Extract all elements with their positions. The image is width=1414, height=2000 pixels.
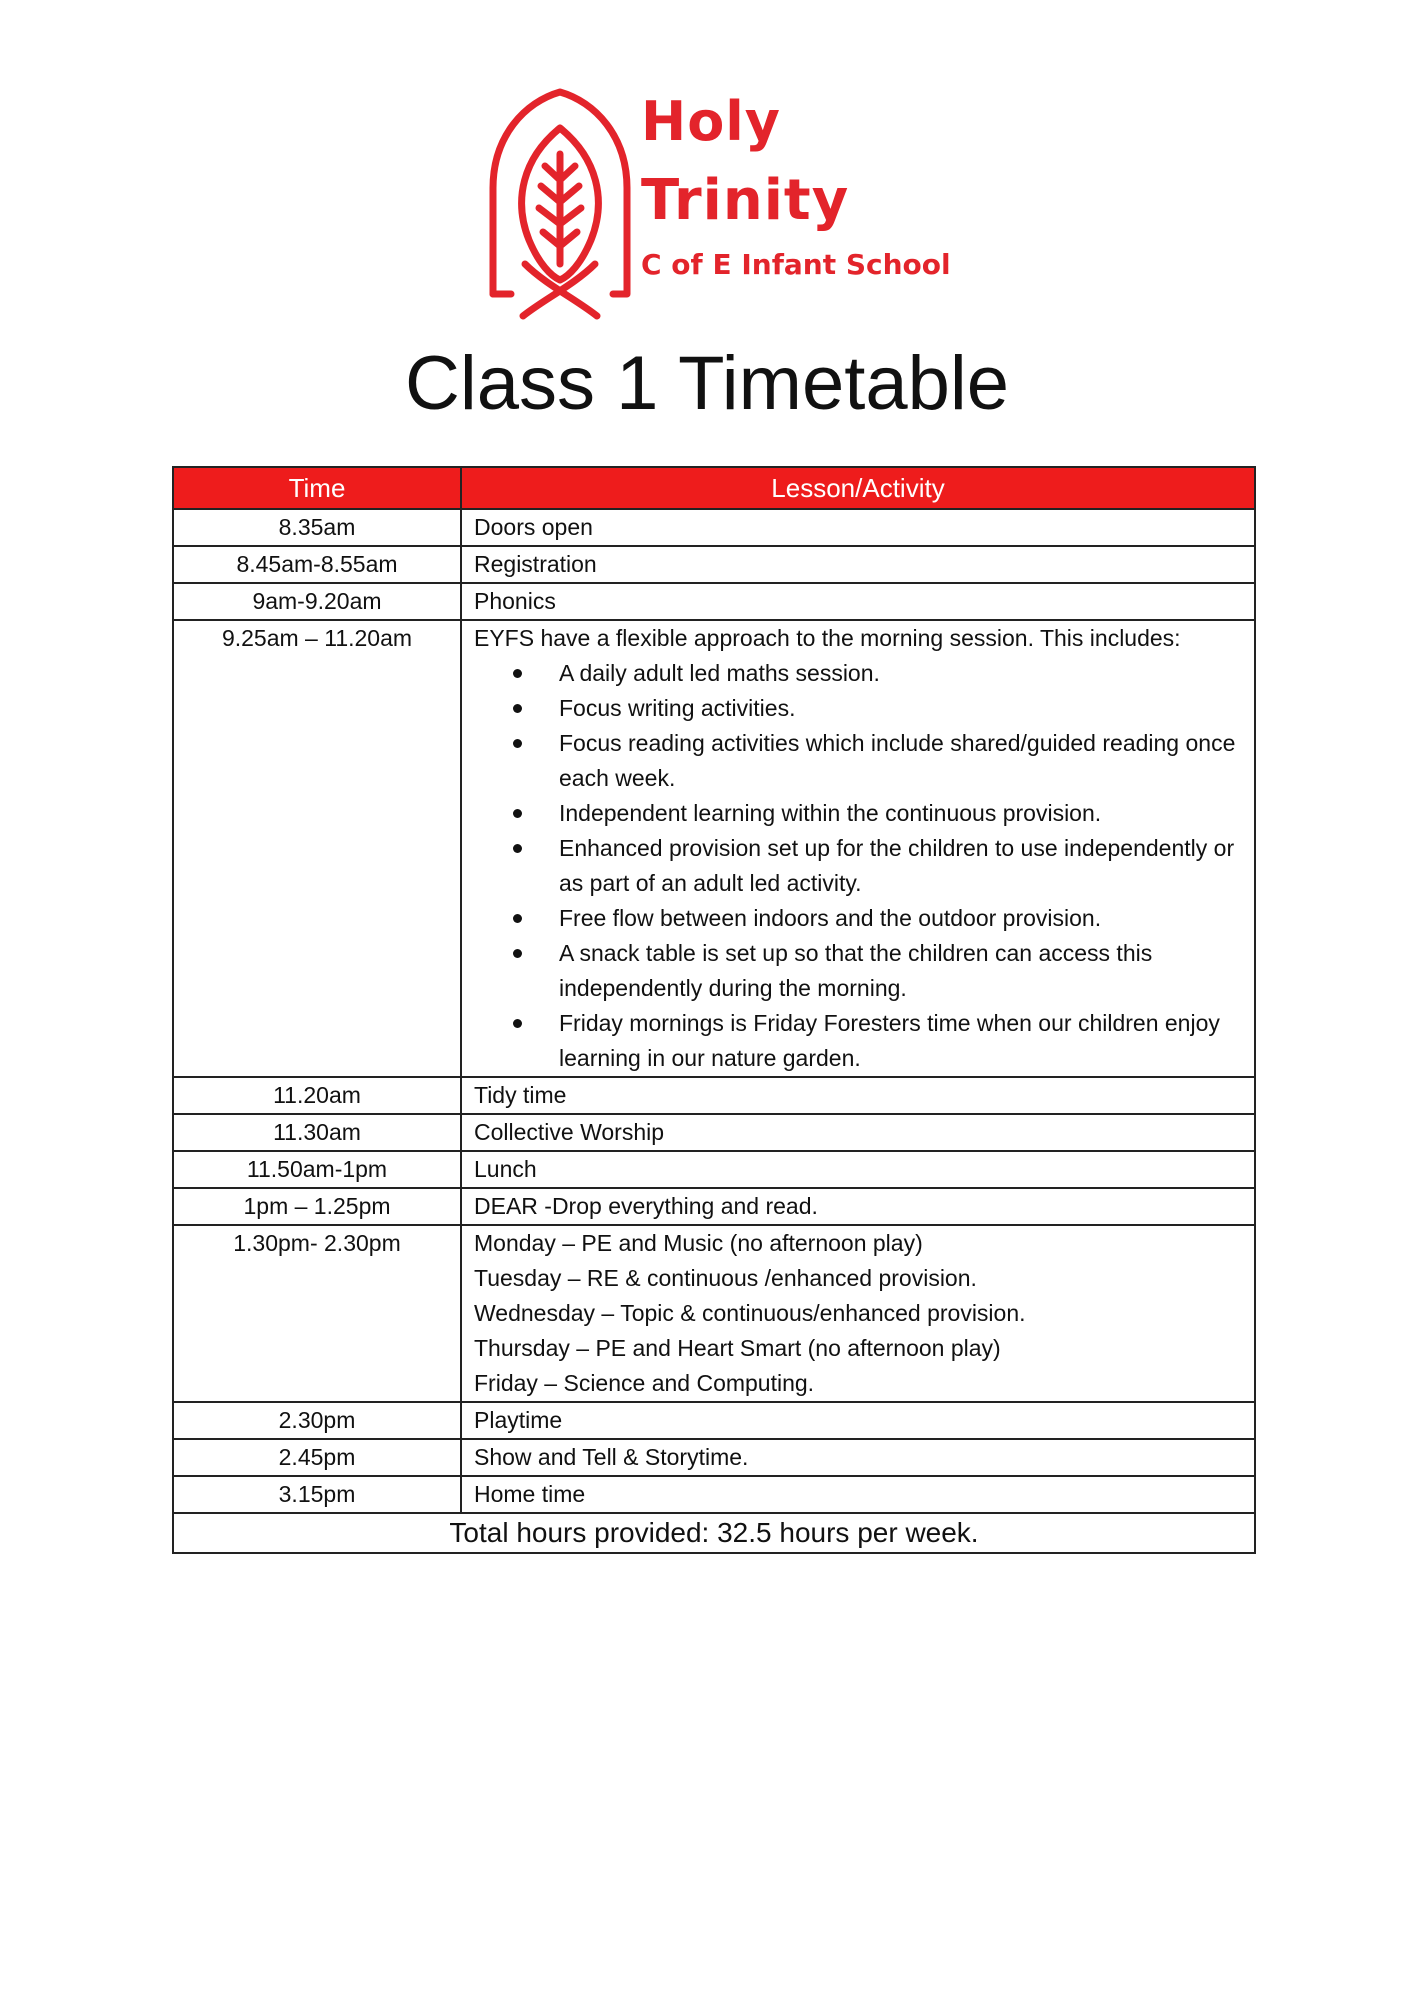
list-item: Focus writing activities. [559, 691, 1242, 726]
total-hours: Total hours provided: 32.5 hours per week. [173, 1513, 1255, 1553]
list-item: A snack table is set up so that the children can access this independently during the morning. [559, 936, 1242, 1006]
table-row [173, 1188, 1255, 1225]
school-name-trinity: Trinity [641, 168, 850, 233]
afternoon-day-line: Monday – PE and Music (no afternoon play) [474, 1230, 923, 1256]
activity-cell: Tidy time [461, 1077, 1255, 1114]
afternoon-day-line: Thursday – PE and Heart Smart (no afternoon play) [474, 1335, 1001, 1361]
activity-column-header: Lesson/Activity [461, 467, 1255, 509]
table-row [173, 1402, 1255, 1439]
table-row [173, 1439, 1255, 1476]
activity-cell: DEAR -Drop everything and read. [461, 1188, 1255, 1225]
activity-cell: Lunch [461, 1151, 1255, 1188]
list-item: A daily adult led maths session. [559, 656, 1242, 691]
table-row [173, 546, 1255, 583]
activity-cell: Registration [461, 546, 1255, 583]
list-item: Enhanced provision set up for the children to use independently or as part of an adult led activity. [559, 831, 1242, 901]
afternoon-day-line: Friday – Science and Computing. [474, 1370, 815, 1396]
time-cell: 2.30pm [173, 1402, 461, 1439]
activity-cell: Show and Tell & Storytime. [461, 1439, 1255, 1476]
timetable [172, 466, 1256, 1554]
table-header-row [173, 467, 1255, 509]
activity-cell [461, 620, 1255, 1077]
table-row [173, 1476, 1255, 1513]
total-row [173, 1513, 1255, 1553]
activity-cell: Playtime [461, 1402, 1255, 1439]
table-row [173, 1077, 1255, 1114]
table-row [173, 1151, 1255, 1188]
time-cell: 11.30am [173, 1114, 461, 1151]
list-item: Focus reading activities which include shared/guided reading once each week. [559, 726, 1242, 796]
page-title: Class 1 Timetable [404, 341, 1010, 426]
table-row [173, 509, 1255, 546]
time-cell: 8.35am [173, 509, 461, 546]
time-cell: 1.30pm- 2.30pm [173, 1225, 461, 1402]
afternoon-day-line: Wednesday – Topic & continuous/enhanced provision. [474, 1300, 1026, 1326]
time-cell: 3.15pm [173, 1476, 461, 1513]
table-row [173, 1114, 1255, 1151]
time-cell: 2.45pm [173, 1439, 461, 1476]
activity-cell: Home time [461, 1476, 1255, 1513]
activity-cell [461, 1225, 1255, 1402]
list-item: Friday mornings is Friday Foresters time when our children enjoy learning in our nature garden. [559, 1006, 1242, 1076]
time-cell: 1pm – 1.25pm [173, 1188, 461, 1225]
time-cell: 11.20am [173, 1077, 461, 1114]
time-cell: 9am-9.20am [173, 583, 461, 620]
time-column-header: Time [173, 467, 461, 509]
school-name-subtitle: C of E Infant School [641, 248, 951, 281]
list-item: Independent learning within the continuous provision. [559, 796, 1242, 831]
activity-cell: Collective Worship [461, 1114, 1255, 1151]
list-item: Free flow between indoors and the outdoor provision. [559, 901, 1242, 936]
school-logo [485, 88, 951, 320]
afternoon-day-line: Tuesday – RE & continuous /enhanced provision. [474, 1265, 977, 1291]
leaf-cross-emblem-icon [485, 88, 635, 320]
time-cell: 8.45am-8.55am [173, 546, 461, 583]
table-row [173, 620, 1255, 1077]
morning-activities-list [474, 656, 1242, 1076]
activity-cell: Doors open [461, 509, 1255, 546]
time-cell: 9.25am – 11.20am [173, 620, 461, 1077]
school-name-holy: Holy [641, 90, 782, 153]
time-cell: 11.50am-1pm [173, 1151, 461, 1188]
table-row [173, 1225, 1255, 1402]
table-row [173, 583, 1255, 620]
activity-cell: Phonics [461, 583, 1255, 620]
morning-session-intro: EYFS have a flexible approach to the morning session. This includes: [474, 625, 1181, 651]
